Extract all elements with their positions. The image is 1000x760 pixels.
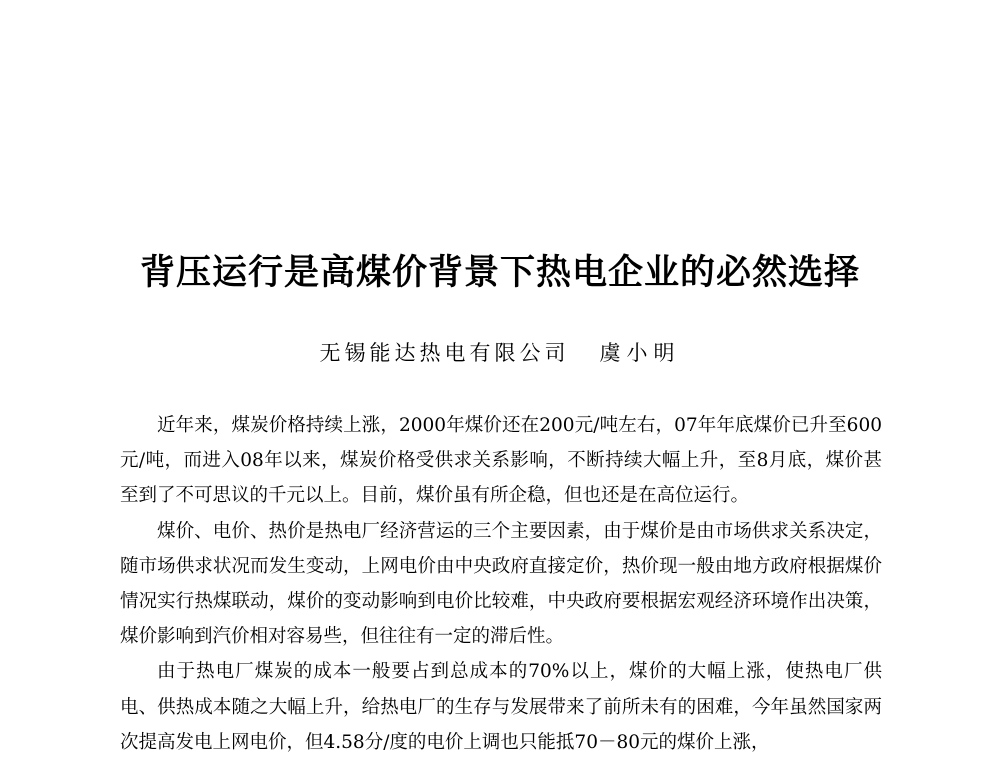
body-paragraph-2: 煤价、电价、热价是热电厂经济营运的三个主要因素，由于煤价是由市场供求关系决定，随市场供求状况而发生变动，上网电价由中央政府直接定价，热价现一般由地方政府根据煤价情况实行热煤联动，煤价的变动影响到电价比较难，中央政府要根据宏观经济环境作出决策，煤价影响到汽价相对容易些，但往往有一定的滞后性。 bbox=[120, 520, 882, 648]
article-body bbox=[120, 408, 882, 760]
byline bbox=[0, 339, 1000, 367]
author-affiliation: 无锡能达热电有限公司 bbox=[319, 341, 570, 365]
body-paragraph-3: 由于热电厂煤炭的成本一般要占到总成本的70%以上，煤价的大幅上涨，使热电厂供电、供热成本随之大幅上升，给热电厂的生存与发展带来了前所未有的困难，今年虽然国家两次提高发电上网电价，但4.58分/度的电价上调也只能抵70－80元的煤价上涨， bbox=[120, 661, 882, 753]
body-paragraph-1: 近年来，煤炭价格持续上涨，2000年煤价还在200元/吨左右，07年年底煤价已升至600元/吨，而进入08年以来，煤炭价格受供求关系影响，不断持续大幅上升，至8月底，煤价甚至到了不可思议的千元以上。目前，煤价虽有所企稳，但也还是在高位运行。 bbox=[120, 415, 882, 507]
author-name: 虞小明 bbox=[599, 341, 681, 365]
article-title: 背压运行是高煤价背景下热电企业的必然选择 bbox=[139, 252, 860, 294]
